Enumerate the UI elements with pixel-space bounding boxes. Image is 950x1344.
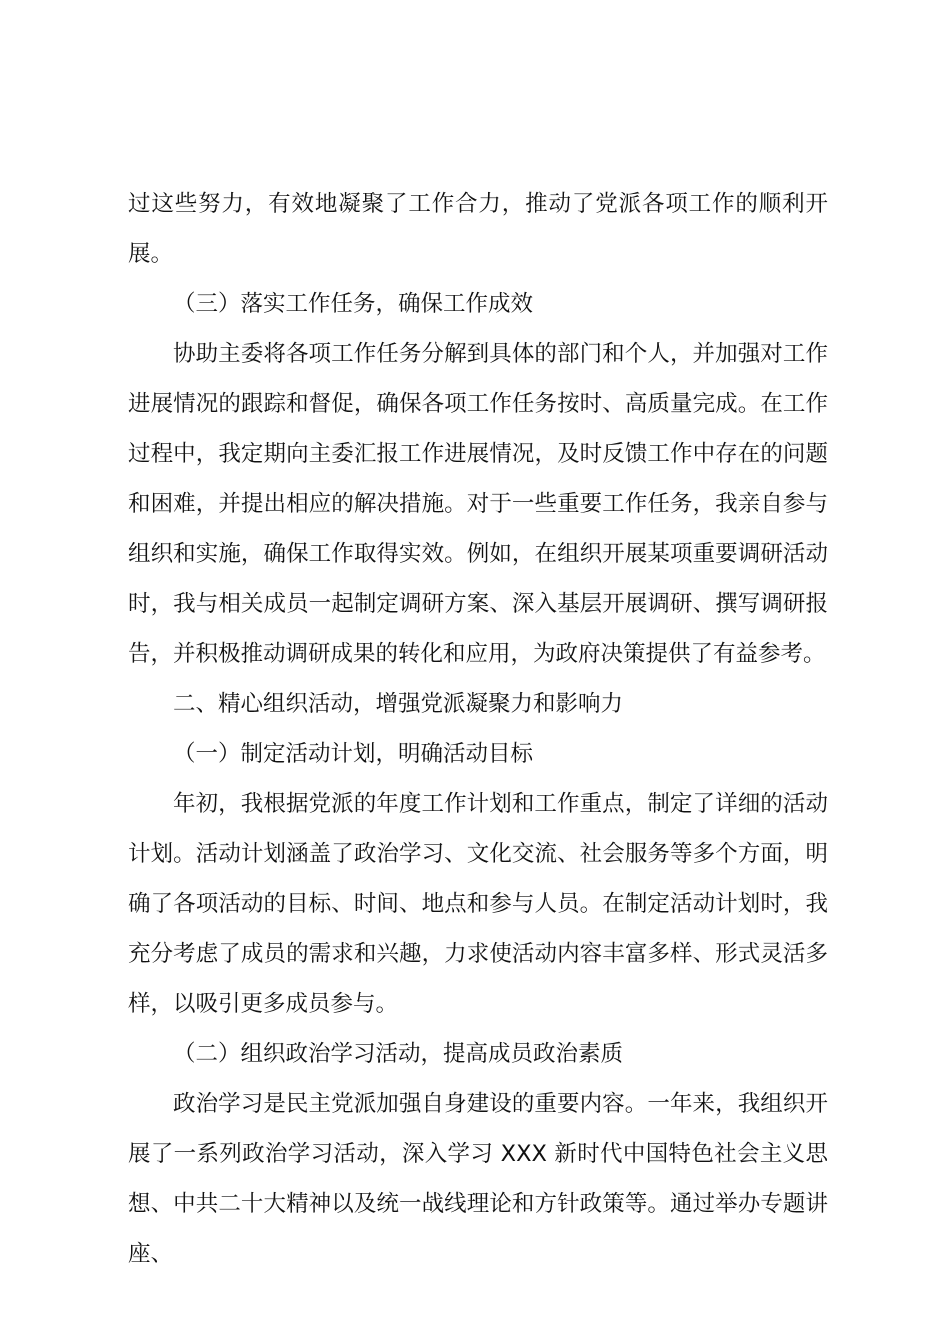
section-heading-1: （一）制定活动计划，明确活动目标 [173,741,534,767]
section-heading-2: （二）组织政治学习活动，提高成员政治素质 [173,1041,624,1067]
paragraph-continuation: 过这些努力，有效地凝聚了工作合力，推动了党派各项工作的顺利开展。 [128,191,828,267]
document-body [128,179,828,1279]
paragraph-task-implementation: 协助主委将各项工作任务分解到具体的部门和个人，并加强对工作进展情况的跟踪和督促，确保各项工作任务按时、高质量完成。在工作过程中，我定期向主委汇报工作进展情况，及时反馈工作中存在的问题和困难，并提出相应的解决措施。对于一些重要工作任务，我亲自参与组织和实施，确保工作取得实效。例如，在组织开展某项重要调研活动时，我与相关成员一起制定调研方案、深入基层开展调研、撰写调研报告，并积极推动调研成果的转化和应用，为政府决策提供了有益参考。 [128,341,828,667]
paragraph-activity-plan: 年初，我根据党派的年度工作计划和工作重点，制定了详细的活动计划。活动计划涵盖了政治学习、文化交流、社会服务等多个方面，明确了各项活动的目标、时间、地点和参与人员。在制定活动计划时，我充分考虑了成员的需求和兴趣，力求使活动内容丰富多样、形式灵活多样，以吸引更多成员参与。 [128,791,828,1017]
section-heading-3: （三）落实工作任务，确保工作成效 [173,291,534,317]
paragraph-political-study: 政治学习是民主党派加强自身建设的重要内容。一年来，我组织开展了一系列政治学习活动，深入学习 XXX 新时代中国特色社会主义思想、中共二十大精神以及统一战线理论和方针政策等。通过举办专题讲座、 [128,1091,828,1267]
chapter-heading-2: 二、精心组织活动，增强党派凝聚力和影响力 [173,691,624,717]
